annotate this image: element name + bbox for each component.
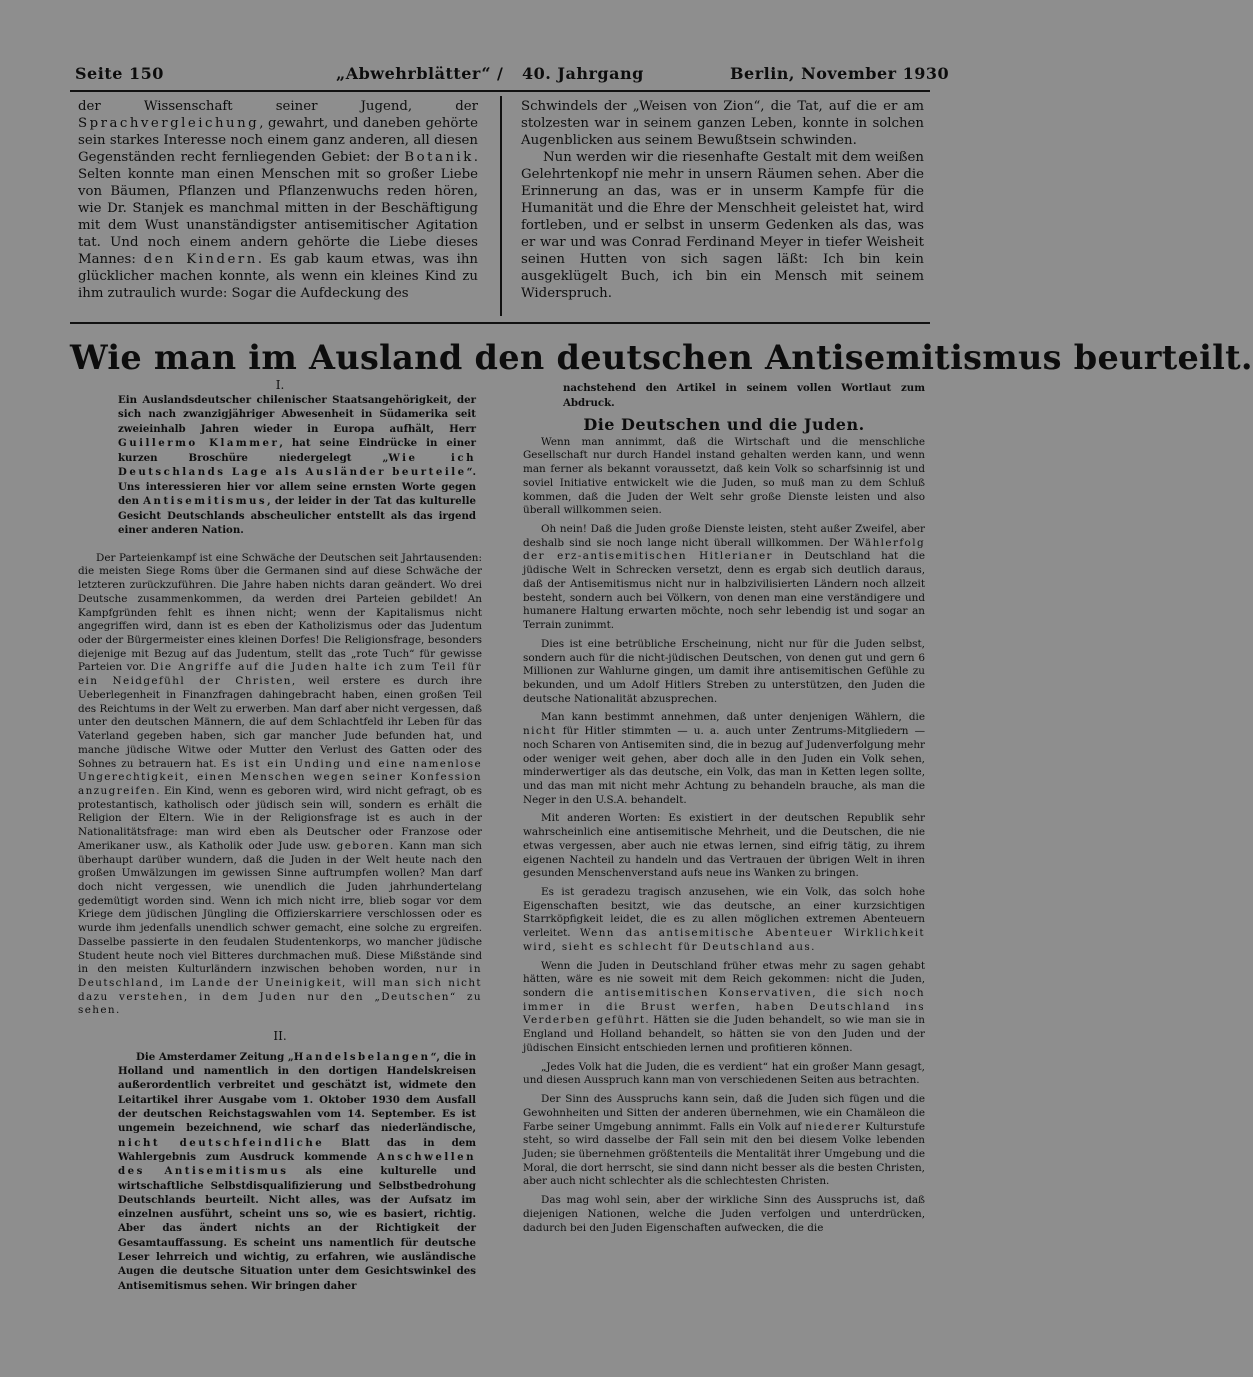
article-right-column [523,381,925,1240]
article-left-column [78,379,482,1293]
amsterdam-paragraph: Die Amsterdamer Zeitung „Handelsbelangen“, die in Holland und namentlich in den dortigen Handelskreisen außerordentlich verbreitet und geschätzt ist, widmete den Leitartikel ihrer Ausgabe vom 1. Oktober 1930 dem Ausfall der deutschen Reichstagswahlen vom 14. September. Es ist ungemein bezeichnend, wie scharf das niederländische, nicht deutschfeindliche Blatt das in dem Wahlergebnis zum Ausdruck kommende Anschwellen des Antisemitismus als eine kulturelle und wirtschaftliche Selbstdisqualifizierung und Selbstbedrohung Deutschlands beurteilt. Nicht alles, was der Aufsatz im einzelnen ausführt, scheint uns so, wie es basiert, richtig. Aber das ändert nichts an der Richtigkeit der Gesamtauffassung. Es scheint uns namentlich für deutsche Leser lehrreich und wichtig, zu erfahren, wie ausländische Augen die deutsche Situation unter dem Gesichtswinkel des Antisemitismus sehen. Wir bringen daher [118,1050,476,1292]
section-number-1: I. [275,378,285,392]
top-left-column [78,98,478,302]
top-right-paragraph-2: Nun werden wir die riesenhafte Gestalt mit dem weißen Gelehrtenkopf nie mehr in unsern Räumen sehen. Aber die Erinnerung an das, was er in unserm Kampfe für die Humanität und die Ehre der Menschheit geleistet hat, wird fortleben, und er selbst in unserm Gedenken als das, was er war und was Conrad Ferdinand Meyer in tiefer Weisheit seinen Hutten von sich sagen läßt: Ich bin kein ausgeklügelt Buch, ich bin ein Mensch mit seinem Widerspruch. [521,150,924,301]
section-number-2: II. [273,1029,287,1044]
column-divider [500,96,502,316]
right-paragraph-1: Wenn man annimmt, daß die Wirtschaft und die menschliche Gesellschaft nur durch Handel instand gehalten werden kann, und wenn man ferner als bekannt voraussetzt, daß kein Volk so scharfsinnig ist und soviel Initiative entwickelt wie die Juden, so muß man zu dem Schluß kommen, daß die Juden der Welt sehr große Dienste leisten und also überall willkommen seien. [523,435,925,517]
header-separator: / [497,64,504,83]
top-right-column [521,98,924,302]
header-rule [70,90,930,92]
right-paragraph-10: Das mag wohl sein, aber der wirkliche Sinn des Ausspruchs ist, daß diejenigen Nationen, welche die Juden verfolgen und unterdrücken, dadurch bei den Juden Eigenschaften aufwecken, die die [523,1194,925,1234]
volume: 40. Jahrgang [522,64,644,83]
right-paragraph-8: „Jedes Volk hat die Juden, die es verdient“ hat ein großer Mann gesagt, und diesen Ausspruch kann man von verschiedenen Seiten aus betrachten. [523,1060,925,1087]
right-intro: nachstehend den Artikel in seinem vollen Wortlaut zum Abdruck. [563,382,925,409]
section-rule [70,322,930,324]
top-right-paragraph-1: Schwindels der „Weisen von Zion“, die Tat, auf die er am stolzesten war in seinem ganzen Leben, konnte in solchen Augenblicken aus seinem Bewußtsein schwinden. [521,99,924,148]
right-paragraph-5: Mit anderen Worten: Es existiert in der deutschen Republik sehr wahrscheinlich eine antisemitische Mehrheit, und die Deutschen, die nie etwas vergessen, aber auch nie etwas lernen, sind eifrig tätig, zu ihrem eigenen Nachteil zu handeln und das Vertrauen der übrigen Welt in ihren gesunden Menschenverstand aufs neue ins Wanken zu bringen. [523,812,925,880]
page-number: Seite 150 [75,64,164,83]
right-paragraph-4: Man kann bestimmt annehmen, daß unter denjenigen Wählern, die nicht für Hitler stimmten — u. a. auch unter Zentrums-Mitgliedern — noch Scharen von Antisemiten sind, die in bezug auf Judenverfolgung mehr oder weniger weit gehen, aber doch alle in den Juden ein Volk sehen, minderwertiger als das deutsche, ein Volk, das man in Ketten legen sollte, und das man mit nicht mehr Achtung zu behandeln brauche, als man die Neger in den U.S.A. behandelt. [523,711,925,806]
top-left-paragraph: der Wissenschaft seiner Jugend, der Sprachvergleichung, gewahrt, und daneben gehörte sein starkes Interesse noch einem ganz anderen, all diesen Gegenständen recht fernliegenden Gebiet: der Botanik. Selten konnte man einen Menschen mit so großer Liebe von Bäumen, Pflanzen und Pflanzenwuchs reden hören, wie Dr. Stanjek es manchmal mitten in der Beschäftigung mit dem Wust unanständigster antisemitischer Agitation tat. Und noch einem andern gehörte die Liebe dieses Mannes: den Kindern. Es gab kaum etwas, was ihn glücklicher machen konnte, als wenn ein kleines Kind zu ihm zutraulich wurde: Sogar die Aufdeckung des [78,99,478,301]
intro-paragraph: Ein Auslandsdeutscher chilenischer Staatsangehörigkeit, der sich nach zwanzigjähriger Abwesenheit in Südamerika seit zweieinhalb Jahren wieder in Europa aufhält, Herr Guillermo Klammer, hat seine Eindrücke in einer kurzen Broschüre niedergelegt „Wie ich Deutschlands Lage als Ausländer beurteile“. Uns interessieren hier vor allem seine ernsten Worte gegen den Antisemitismus, der leider in der Tat das kulturelle Gesicht Deutschlands abscheulicher entstellt als das irgend einer anderen Nation. [118,393,477,537]
right-paragraph-9: Der Sinn des Ausspruchs kann sein, daß die Juden sich fügen und die Gewohnheiten und Sitten der anderen übernehmen, wie ein Chamäleon die Farbe seiner Umgebung annimmt. Falls ein Volk auf niederer Kulturstufe steht, so wird dasselbe der Fall sein mit den bei diesem Volke lebenden Juden; sie übernehmen größtenteils die Mentalität ihrer Umgebung und die Moral, die dort herrscht, sie sind dann nicht besser als die besten Christen, aber auch nicht schlechter als die schlechtesten Christen. [523,1093,925,1188]
right-paragraph-2: Oh nein! Daß die Juden große Dienste leisten, steht außer Zweifel, aber deshalb sind sie noch lange nicht überall willkommen. Der Wählerfolg der erz-antisemitischen Hitlerianer in Deutschland hat die jüdische Welt in Schrecken versetzt, denn es ergab sich deutlich daraus, daß der Antisemitismus nicht nur in halbzivilisierten Ländern noch allzeit besteht, sondern auch bei Völkern, von denen man eine verständigere und humanere Haltung erwarten möchte, noch sehr lebendig ist und sogar an Terrain zunimmt. [523,523,926,632]
article-subheading: Die Deutschen und die Juden. [583,415,865,434]
right-paragraph-3: Dies ist eine betrübliche Erscheinung, nicht nur für die Juden selbst, sondern auch für die nicht-jüdischen Deutschen, von denen gut und gern 6 Millionen zur Wahlurne gingen, um damit ihre antisemitischen Gefühle zu bekunden, und um Adolf Hitlers Streben zu unterstützen, den Juden die deutsche Nationalität abzusprechen. [523,637,925,705]
place-date: Berlin, November 1930 [730,64,950,83]
article-title: Wie man im Ausland den deutschen Antisemitismus beurteilt. [70,338,1253,377]
right-paragraph-6: Es ist geradezu tragisch anzusehen, wie ein Volk, das solch hohe Eigenschaften besitzt, wie das deutsche, an einer kurzsichtigen Starrköpfigkeit leidet, die es zu allen möglichen extremen Abenteuern verleitet. Wenn das antisemitische Abenteuer Wirklichkeit wird, sieht es schlecht für Deutschland aus. [523,886,926,953]
journal-title: „Abwehrblätter“ [336,64,492,83]
article-paragraph: Der Parteienkampf ist eine Schwäche der Deutschen seit Jahrtausenden: die meisten Siege Roms über die Germanen sind auf diese Schwäche der letzteren zurückzuführen. Die Jahre haben nichts daran geändert. Wo drei Deutsche zusammenkommen, da werden drei Parteien gebildet! An Kampfgründen fehlt es ihnen nicht; wenn der Kapitalismus nicht angegriffen wird, dann ist es eben der Katholizismus oder das Judentum oder der Bürgermeister eines kleinen Dorfes! Die Religionsfrage, besonders diejenige mit Bezug auf das Judentum, stellt das „rote Tuch“ für gewisse Parteien vor. Die Angriffe auf die Juden halte ich zum Teil für ein Neidgefühl der Christen, weil erstere es durch ihre Ueberlegenheit in Finanzfragen dahingebracht haben, einen großen Teil des Reichtums in der Welt zu erwerben. Man darf aber nicht vergessen, daß unter den deutschen Männern, die auf dem Schlachtfeld ihr Leben für das Vaterland gegeben haben, sich gar mancher Jude befunden hat, und manche jüdische Witwe oder Mutter den Verlust des Gatten oder des Sohnes zu betrauern hat. Es ist ein Unding und eine namenlose Ungerechtigkeit, einen Menschen wegen seiner Konfession anzugreifen. Ein Kind, wenn es geboren wird, wird nicht gefragt, ob es protestantisch, katholisch oder jüdisch sein will, sondern es erhält die Religion der Eltern. Wie in der Religionsfrage ist es auch in der Nationalitätsfrage: man wird eben als Deutscher oder Franzose oder Amerikaner usw., als Katholik oder Jude usw. geboren. Kann man sich überhaupt darüber wundern, daß die Juden in der Welt heute nach den großen Umwälzungen im gewissen Sinne auftrumpfen wollen? Man darf doch nicht vergessen, wie unendlich die Juden jahrhundertelang gedemütigt worden sind. Wenn ich mich nicht irre, blieb sogar vor dem Kriege dem jüdischen Jüngling die Offizierskarriere verschlossen oder es wurde ihm jedenfalls unendlich schwer gemacht, eine solche zu ergreifen. Dasselbe passierte in den feudalen Studentenkorps, wo mancher jüdische Student heute noch viel Bitteres durchmachen muß. Diese Mißstände sind in den meisten Kulturländern inzwischen behoben worden, nur in Deutschland, im Lande der Uneinigkeit, will man sich nicht dazu verstehen, in dem Juden nur den „Deutschen“ zu sehen. [78,551,483,1017]
right-paragraph-7: Wenn die Juden in Deutschland früher etwas mehr zu sagen gehabt hätten, wäre es nie soweit mit dem Reich gekommen: nicht die Juden, sondern die antisemitischen Konservativen, die sich noch immer in die Brust werfen, haben Deutschland ins Verderben geführt. Hätten sie die Juden behandelt, so wie man sie in England und Holland behandelt, so hätten sie von den Juden und der jüdischen Einsicht entschieden lernen und profitieren können. [523,959,925,1054]
